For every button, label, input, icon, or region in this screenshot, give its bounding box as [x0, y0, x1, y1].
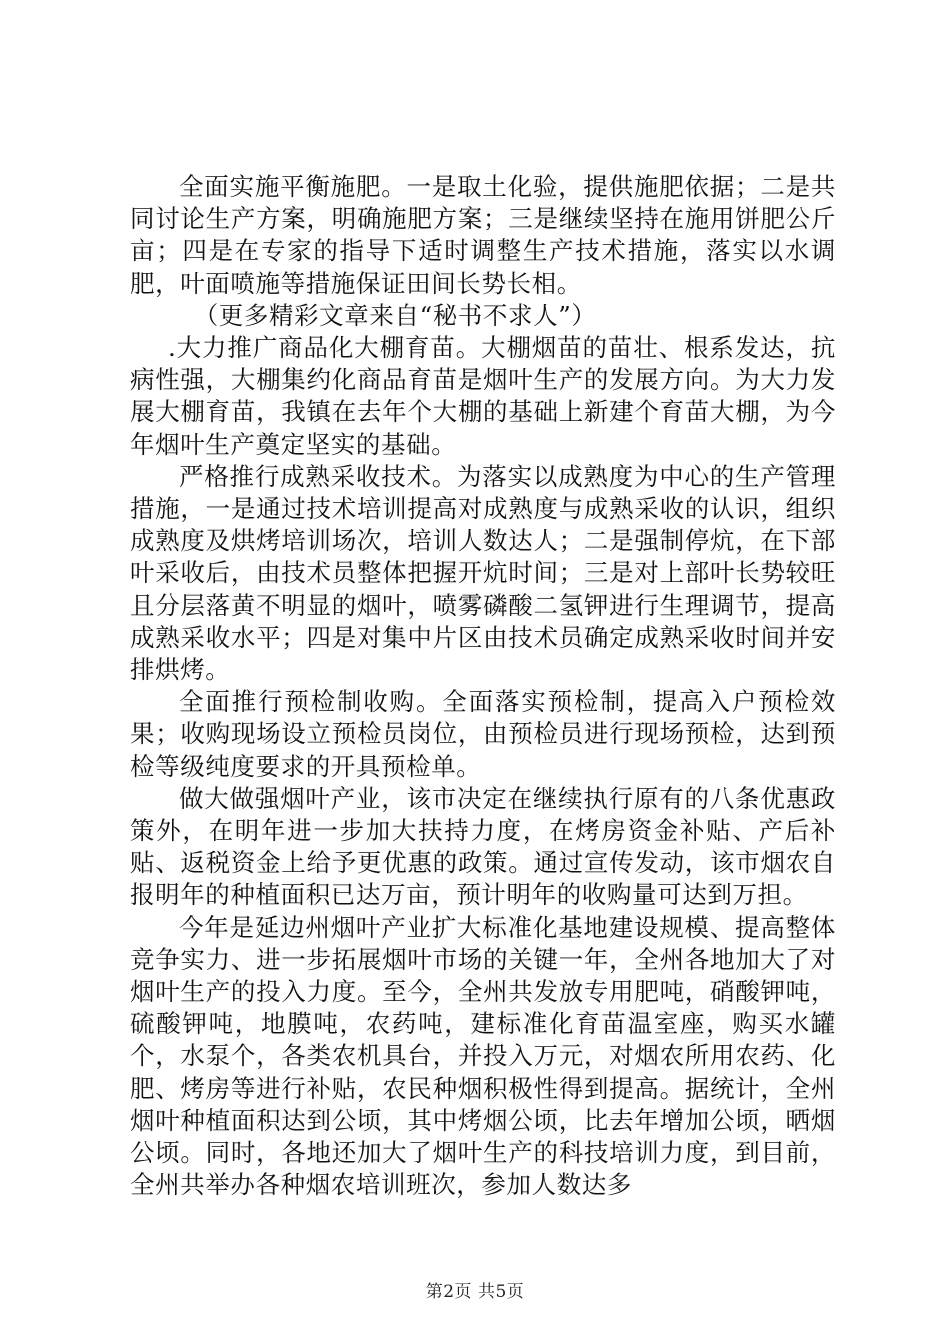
- paragraph-yanbian-investment: 今年是延边州烟叶产业扩大标准化基地建设规模、提高整体竞争实力、进一步拓展烟叶市场的关键一年，全州各地加大了对烟叶生产的投入力度。至今，全州共发放专用肥吨，硝酸钾吨，硫酸钾吨，地膜吨，农药吨，建标准化育苗温室座，购买水罐个，水泵个，各类农机具台，并投入万元，对烟农所用农药、化肥、烤房等进行补贴，农民种烟积极性得到提高。据统计，全州烟叶种植面积达到公顷，其中烤烟公顷，比去年增加公顷，晒烟公顷。同时，各地还加大了烟叶生产的科技培训力度，到目前，全州共举办各种烟农培训班次，参加人数达多: [130, 912, 836, 1200]
- document-body: [130, 171, 836, 1202]
- paragraph-mature-harvest: 严格推行成熟采收技术。为落实以成熟度为中心的生产管理措施，一是通过技术培训提高对成熟度与成熟采收的认识，组织成熟度及烘烤培训场次，培训人数达人；二是强制停炕，在下部叶采收后，由技术员整体把握开炕时间；三是对上部叶长势较旺且分层落黄不明显的烟叶，喷雾磷酸二氢钾进行生理调节，提高成熟采收水平；四是对集中片区由技术员确定成熟采收时间并安排烘烤。: [130, 461, 836, 685]
- paragraph-industry-policy: 做大做强烟叶产业，该市决定在继续执行原有的八条优惠政策外，在明年进一步加大扶持力度，在烤房资金补贴、产后补贴、返税资金上给予更优惠的政策。通过宣传发动，该市烟农自报明年的种植面积已达万亩，预计明年的收购量可达到万担。: [130, 783, 836, 910]
- paragraph-balanced-fertilization: 全面实施平衡施肥。一是取土化验，提供施肥依据；二是共同讨论生产方案，明确施肥方案；三是继续坚持在施用饼肥公斤亩；四是在专家的指导下适时调整生产技术措施，落实以水调肥，叶面喷施等措施保证田间长势长相。: [130, 172, 836, 298]
- paragraph-greenhouse-seedlings: .大力推广商品化大棚育苗。大棚烟苗的苗壮、根系发达，抗病性强，大棚集约化商品育苗是烟叶生产的发展方向。为大力发展大棚育苗，我镇在去年个大棚的基础上新建个育苗大棚，为今年烟叶生产奠定坚实的基础。: [130, 333, 836, 459]
- paragraph-pre-inspection: 全面推行预检制收购。全面落实预检制，提高入户预检效果；收购现场设立预检员岗位，由预检员进行现场预检，达到预检等级纯度要求的开具预检单。: [130, 687, 836, 781]
- source-note: （更多精彩文章来自“秘书不求人”）: [193, 300, 597, 330]
- page-number-footer: 第2页 共5页: [425, 1282, 525, 1302]
